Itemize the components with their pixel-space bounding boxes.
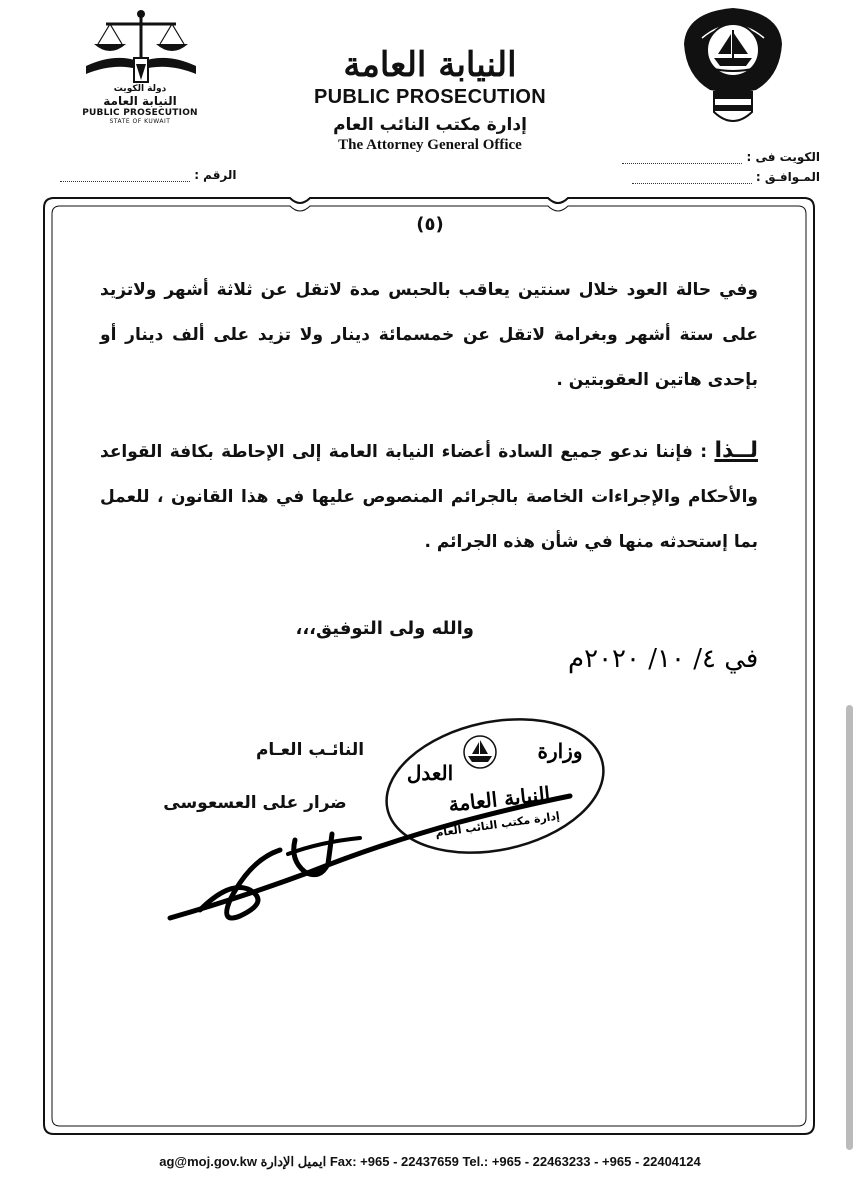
footer-contact: ag@moj.gov.kw ايميل الإدارة Fax: +965 - 22437659 Tel.: +965 - 22463233 - +965 - 22404124	[159, 1154, 701, 1169]
handwritten-signature	[160, 780, 580, 930]
logo-english-state: STATE OF KUWAIT	[109, 118, 171, 125]
stamp-line-1: وزارة	[537, 739, 583, 763]
kuwait-emblem-small-icon	[464, 736, 496, 768]
letterhead-title	[300, 45, 560, 154]
page-number: (٥)	[416, 214, 444, 235]
closing-line: والله ولى التوفيق،،،	[295, 618, 474, 639]
scales-of-justice-icon	[76, 8, 206, 86]
signatory-name: ضرار على العسعوسى	[163, 793, 347, 813]
logo-arabic-name: النيابة العامة	[103, 94, 177, 108]
signatory-title: النائـب العـام	[255, 740, 365, 760]
date-field-label: الكويت فى :	[746, 150, 820, 164]
corresponding-field-label: المـوافـق :	[755, 170, 820, 184]
english-office: The Attorney General Office	[338, 137, 522, 153]
paragraph-2-lead: لــذا	[714, 438, 758, 463]
scrollbar[interactable]	[846, 705, 853, 1150]
paragraph-2-text: : فإننا ندعو جميع السادة أعضاء النيابة العامة إلى الإحاطة بكافة القواعد والأحكام والإجراءات الخاصة بالجرائم المنصوص عليها في هذا القانون ، للعمل بما إستحدثه منها في شأن هذه الجرائم .	[100, 442, 758, 552]
arabic-title: النيابة العامة	[343, 45, 517, 85]
logo-left-text	[70, 84, 210, 125]
reference-number-label: الرقم :	[194, 168, 237, 182]
paragraph-1: وفي حالة العود خلال سنتين يعاقب بالحبس مدة لاتقل عن ثلاثة أشهر ولاتزيد على ستة أشهر وبغرامة لاتقل عن خمسمائة دينار ولا تزيد على ألف دينار أو بإحدى هاتين العقوبتين .	[100, 280, 758, 390]
arabic-office: إدارة مكتب النائب العام	[333, 115, 527, 135]
reference-number-field	[60, 168, 237, 182]
corresponding-field	[632, 170, 820, 184]
english-title: PUBLIC PROSECUTION	[313, 86, 547, 108]
kuwait-emblem-icon	[676, 2, 790, 130]
stamp-line-2: العدل	[406, 761, 454, 785]
handwritten-date: في ٤/ ١٠/ ٢٠٢٠م	[568, 644, 759, 674]
paragraph-2	[100, 428, 758, 565]
logo-arabic-state: دولة الكويت	[113, 84, 167, 94]
stamp-line-3: النيابة العامة	[447, 781, 552, 817]
date-field	[622, 150, 820, 164]
stamp-line-4: إدارة مكتب النائب العام	[434, 809, 561, 840]
logo-english-name: PUBLIC PROSECUTION	[82, 108, 198, 118]
